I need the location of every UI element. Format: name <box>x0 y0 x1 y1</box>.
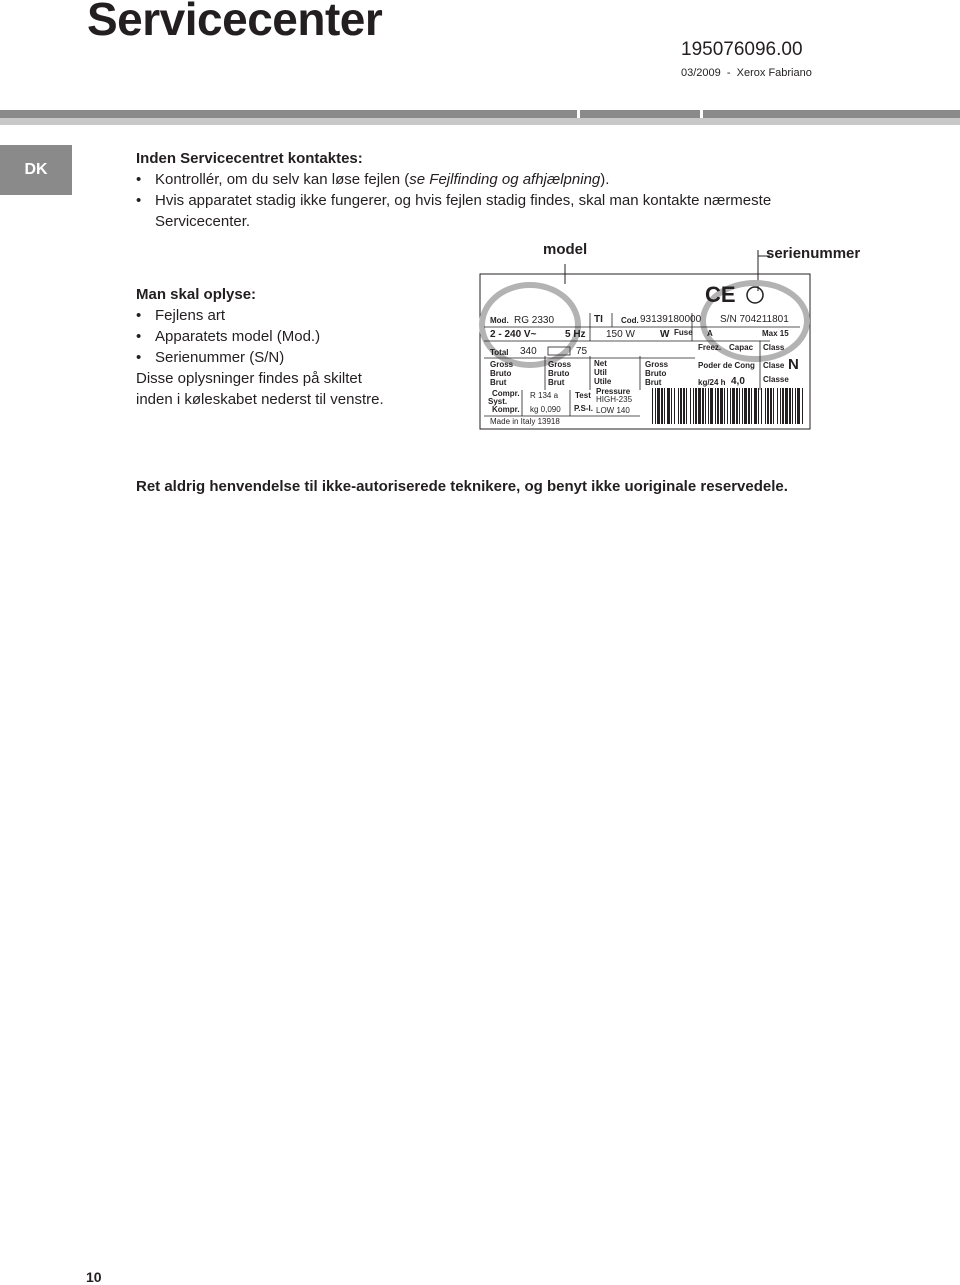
svg-text:TI: TI <box>594 314 603 325</box>
header-rule-dark <box>0 110 960 118</box>
svg-text:340: 340 <box>520 346 537 357</box>
svg-text:LOW 140: LOW 140 <box>596 406 630 415</box>
bullet-icon: • <box>136 171 142 188</box>
svg-text:Freez.: Freez. <box>698 343 722 352</box>
svg-text:P.S-I.: P.S-I. <box>574 404 593 413</box>
plate-serial-value: S/N 704211801 <box>720 314 789 325</box>
section-heading: Inden Servicecentret kontaktes: <box>136 150 363 167</box>
svg-text:Class: Class <box>763 343 785 352</box>
svg-text:Fuse: Fuse <box>674 328 693 337</box>
svg-text:Made in Italy 13918: Made in Italy 13918 <box>490 417 560 426</box>
bullet-continuation: Servicecenter. <box>155 213 251 230</box>
svg-text:Brut: Brut <box>548 378 565 387</box>
svg-text:Gross: Gross <box>645 360 669 369</box>
ce-mark-icon: CE <box>705 282 736 307</box>
svg-text:Syst.: Syst. <box>488 397 508 406</box>
bullet-item: • Hvis apparatet stadig ikke fungerer, og hvis fejlen stadig findes, skal man kontakte nærmeste <box>136 192 772 209</box>
bullet-icon: • <box>136 328 142 345</box>
svg-text:Bruto: Bruto <box>490 369 512 378</box>
svg-text:Poder de Cong: Poder de Cong <box>698 361 755 370</box>
note-line: inden i køleskabet nederst til venstre. <box>136 391 384 408</box>
note-line: Disse oplysninger findes på skiltet <box>136 370 362 387</box>
bullet-item: • Apparatets model (Mod.) <box>136 328 321 345</box>
svg-text:93139180000: 93139180000 <box>640 314 702 325</box>
svg-text:R 134 a: R 134 a <box>530 391 559 400</box>
page-title: Servicecenter <box>87 0 383 45</box>
svg-text:kg 0,090: kg 0,090 <box>530 405 561 414</box>
section-before-contact <box>136 148 771 232</box>
svg-text:Bruto: Bruto <box>645 369 667 378</box>
svg-text:5 Hz: 5 Hz <box>565 329 586 340</box>
svg-text:Gross: Gross <box>548 360 572 369</box>
document-number: 195076096.00 <box>681 39 803 60</box>
svg-text:Total: Total <box>490 348 509 357</box>
bullet-item: • Fejlens art <box>136 307 226 324</box>
svg-text:Brut: Brut <box>645 378 662 387</box>
document-date: 03/2009 - Xerox Fabriano <box>681 67 812 79</box>
svg-text:Classe: Classe <box>763 375 789 384</box>
rating-plate-illustration <box>470 238 820 433</box>
section-provide-info <box>136 284 384 410</box>
plate-model-value: RG 2330 <box>514 315 555 326</box>
page-number: 10 <box>86 1269 102 1285</box>
svg-text:2 - 240 V~: 2 - 240 V~ <box>490 329 537 340</box>
svg-text:Net: Net <box>594 359 607 368</box>
header-rule-light <box>0 118 960 125</box>
svg-text:Mod.: Mod. <box>490 316 509 325</box>
svg-text:4,0: 4,0 <box>731 376 745 387</box>
svg-text:75: 75 <box>576 346 588 357</box>
svg-text:HIGH-235: HIGH-235 <box>596 395 633 404</box>
svg-text:Gross: Gross <box>490 360 514 369</box>
bullet-item: • Serienummer (S/N) <box>136 349 285 366</box>
barcode-graphic <box>652 388 803 424</box>
svg-text:Kompr.: Kompr. <box>492 405 520 414</box>
svg-text:N: N <box>788 356 799 373</box>
bullet-icon: • <box>136 307 142 324</box>
language-tab: DK <box>0 145 72 195</box>
bullet-icon: • <box>136 192 142 209</box>
svg-text:Util: Util <box>594 368 607 377</box>
bullet-icon: • <box>136 349 142 366</box>
svg-text:A: A <box>707 329 713 338</box>
svg-text:Brut: Brut <box>490 378 507 387</box>
svg-text:Utile: Utile <box>594 377 612 386</box>
svg-text:kg/24 h: kg/24 h <box>698 378 726 387</box>
callout-serial-label: serienummer <box>766 245 861 262</box>
svg-text:150 W: 150 W <box>606 329 635 340</box>
svg-text:Test: Test <box>575 391 591 400</box>
svg-text:W: W <box>660 329 670 340</box>
svg-text:Capac: Capac <box>729 343 754 352</box>
svg-text:Max 15: Max 15 <box>762 329 789 338</box>
svg-text:Pressure: Pressure <box>596 387 631 396</box>
callout-model-label: model <box>543 241 588 258</box>
svg-text:Compr.: Compr. <box>492 389 520 398</box>
section-heading: Man skal oplyse: <box>136 286 257 303</box>
bullet-item: • Kontrollér, om du selv kan løse fejlen (se Fejlfinding og afhjælpning). <box>136 171 610 188</box>
svg-text:Cod.: Cod. <box>621 316 639 325</box>
svg-text:Bruto: Bruto <box>548 369 570 378</box>
svg-text:Clase: Clase <box>763 361 785 370</box>
warning-text: Ret aldrig henvendelse til ikke-autoriserede teknikere, og benyt ikke uoriginale reservedele. <box>136 478 788 495</box>
